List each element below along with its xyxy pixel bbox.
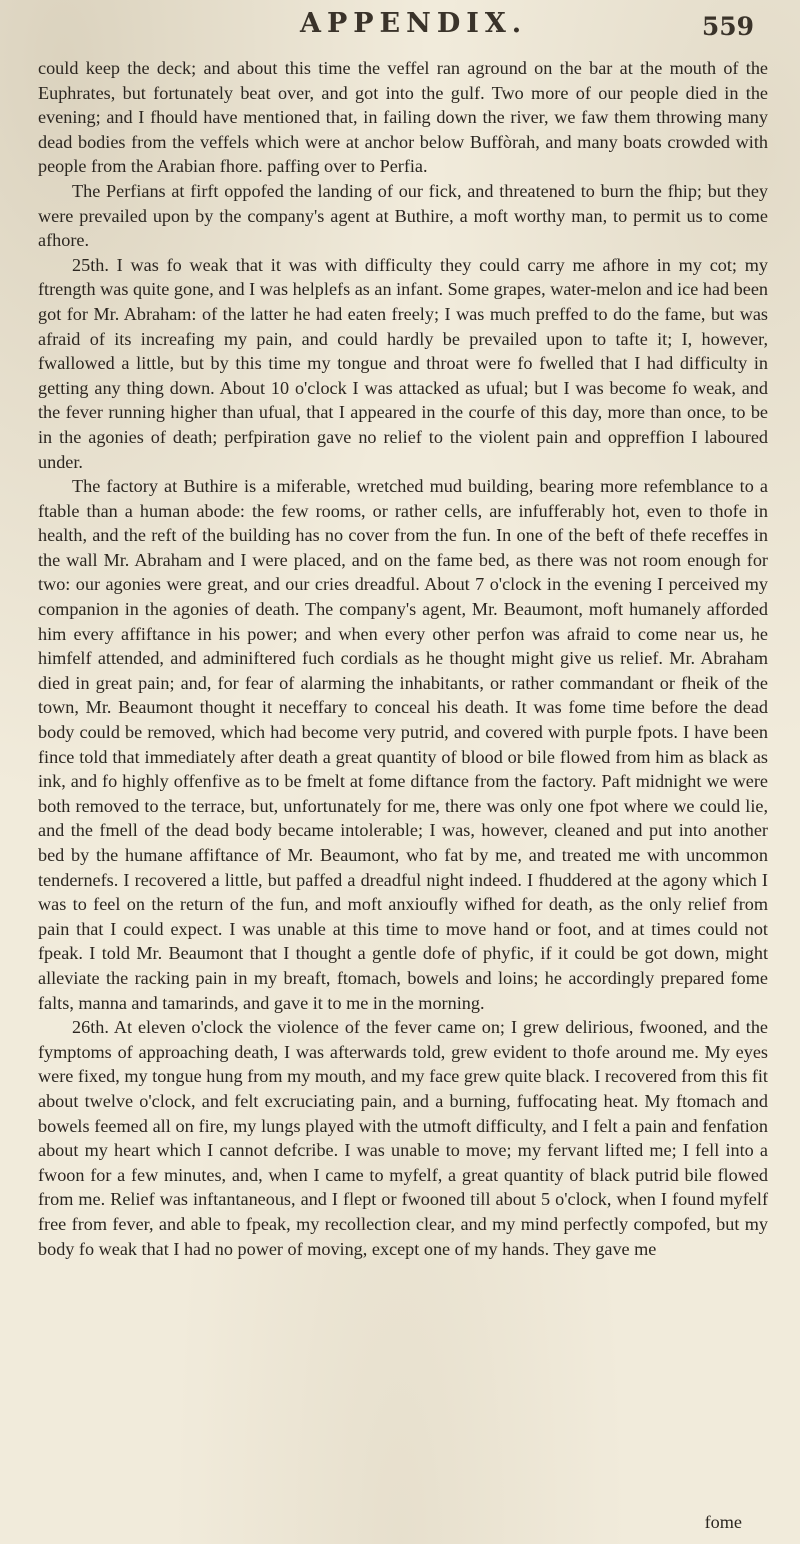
page-number: 559 xyxy=(701,12,754,41)
catchword: fome xyxy=(704,1512,742,1532)
body-text xyxy=(38,56,768,1261)
paragraph-3: 25th. I was fo weak that it was with difficulty they could carry me afhore in my cot; my ftrength was quite gone, and I was helplefs as an infant. Some grapes, water-melon and ice had been got for Mr. Abraham: of the latter he had eaten freely; I was much preffed to do the fame, but was afraid of its increafing my pain, and could hardly be prevailed upon to tafte it; I, however, fwallowed a little, but by this time my tongue and throat were fo fwelled that I had difficulty in getting any thing down. About 10 o'clock I was attacked as ufual; but I was become fo weak, and the fever running higher than ufual, that I appeared in the courfe of this day, more than once, to be in the agonies of death; perfpiration gave no relief to the violent pain and oppreffion I laboured under. xyxy=(38,254,768,472)
header-title: APPENDIX. xyxy=(300,8,528,39)
paragraph-2: The Perfians at firft oppofed the landing of our fick, and threatened to burn the fhip; but they were prevailed upon by the company's agent at Buthire, a moft worthy man, to permit us to come afhore. xyxy=(38,180,768,251)
paragraph-4: The factory at Buthire is a miferable, wretched mud building, bearing more refemblance to a ftable than a human abode: the few rooms, or rather cells, are infufferably hot, even to thofe in health, and the reft of the building has no cover from the fun. In one of the beft of thefe receffes in the wall Mr. Abraham and I were placed, and on the fame bed, as there was not room enough for two: our agonies were great, and our cries dreadful. About 7 o'clock in the evening I perceived my companion in the agonies of death. The company's agent, Mr. Beaumont, moft humanely afforded him every affiftance in his power; and when every other perfon was afraid to come near us, he himfelf attended, and adminiftered fuch cordials as he thought might give us relief. Mr. Abraham died in great pain; and, for fear of alarming the inhabitants, or rather commandant or fheik of the town, Mr. Beaumont thought it neceffary to conceal his death. It was fome time before the dead body could be removed, which had become very putrid, and covered with purple fpots. I have been fince told that immediately after death a great quantity of blood or bile flowed from him as black as ink, and fo highly offenfive as to be fmelt at fome diftance from the factory. Paft midnight we were both removed to the terrace, but, unfortunately for me, there was only one fpot where we could lie, and the fmell of the dead body became intolerable; I was, however, cleaned and put into another bed by the humane affiftance of Mr. Beaumont, who fat by me, and treated me with uncommon tendernefs. I recovered a little, but paffed a dreadful night indeed. I fhuddered at the agony which I was to feel on the return of the fun, and moft anxioufly wifhed for death, as the only relief from pain that I could expect. I was unable at this time to move hand or foot, and at times could not fpeak. I told Mr. Beaumont that I thought a gentle dofe of phyfic, if it could be got down, might alleviate the racking pain in my breaft, ftomach, bowels and loins; he accordingly prepared fome falts, manna and tamarinds, and gave it to me in the morning. xyxy=(38,476,768,1013)
paragraph-5: 26th. At eleven o'clock the violence of the fever came on; I grew delirious, fwooned, and the fymptoms of approaching death, I was afterwards told, grew evident to thofe around me. My eyes were fixed, my tongue hung from my mouth, and my face grew quite black. I recovered from this fit about twelve o'clock, and felt excruciating pain, and a burning, fuffocating heat. My ftomach and bowels feemed all on fire, my lungs played with the utmoft difficulty, and I felt a pain and fenfation about my heart which I cannot defcribe. I was unable to move; my fervant lifted me; I fell into a fwoon for a few minutes, and, when I came to myfelf, a great quantity of black putrid bile flowed from me. Relief was inftantaneous, and I flept or fwooned till about 5 o'clock, when I found myfelf free from fever, and able to fpeak, my recollection clear, and my mind perfectly compofed, but my body fo weak that I had no power of moving, except one of my hands. They gave me xyxy=(38,1017,768,1259)
running-head xyxy=(0,4,800,48)
paragraph-1: could keep the deck; and about this time the veffel ran aground on the bar at the mouth of the Euphrates, but fortunately beat over, and got into the gulf. Two more of our people died in the evening; and I fhould have mentioned that, in failing down the river, we faw them throwing many dead bodies from the veffels which were at anchor below Buffòrah, and many boats crowded with people from the Arabian fhore. paffing over to Perfia. xyxy=(38,58,768,177)
